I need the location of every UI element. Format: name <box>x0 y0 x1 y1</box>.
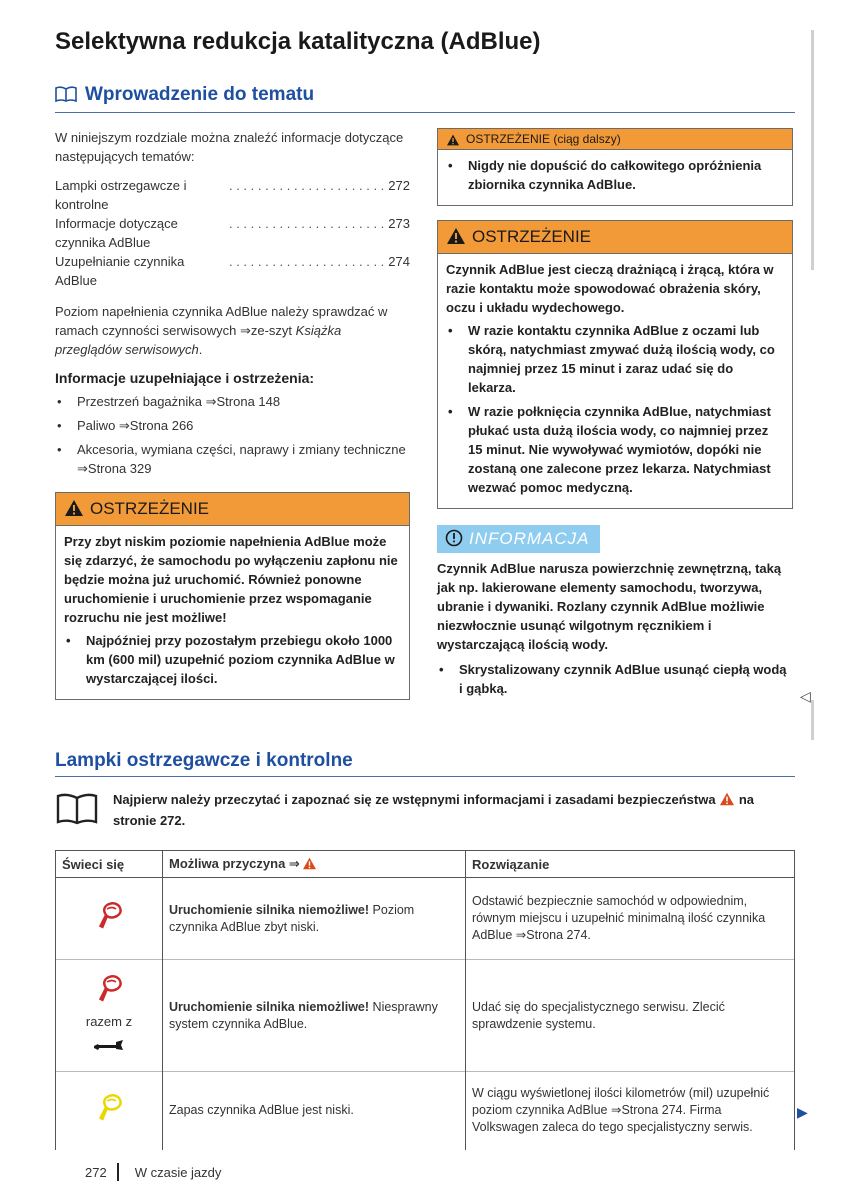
warning-bullet: • W razie połknięcia czynnika AdBlue, natychmiast płukać usta dużą ilościa wody, co najmniej przez 15 minut. Nie wywoływać wymiotów, dopóki nie zostaną one zalecone przez lekarza. Natychmiast wezwać pomoc medyczną. <box>446 402 784 497</box>
footer-section: W czasie jazdy <box>134 1165 222 1180</box>
warning-box-low-level <box>55 492 410 700</box>
intro-lead: W niniejszym rozdziale można znaleźć informacje dotyczące następujących tematów: <box>55 130 404 164</box>
check-end: . <box>198 342 203 357</box>
warning-text: Czynnik AdBlue jest cieczą drażniącą i żrącą, która w razie kontaktu może spowodować obrażenia skóry, oczu i układu wydechowego. <box>446 262 774 315</box>
page-footer <box>85 1163 221 1181</box>
extra-heading: Informacje uzupełniające i ostrzeżenia: <box>55 370 315 386</box>
warning-bullet: • Nigdy nie dopuścić do całkowitego opróżnienia zbiornika czynnika AdBlue. <box>446 156 784 194</box>
col-header-lights: Świeci się <box>56 851 163 878</box>
solution-cell: Odstawić bezpiecznie samochód w odpowiednim, równym miejscu i uzupełnić minimalną ilość czynnika AdBlue ⇒Strona 274. <box>466 878 795 960</box>
warning-title: OSTRZEŻENIE (ciąg dalszy) <box>466 132 621 146</box>
info-text: Czynnik AdBlue narusza powierzchnię zewnętrzną, taką jak np. lakierowane elementy samochodu, tworzywa, ubranie i dywaniki. Rozlany czynnik AdBlue możliwie niezwłocznie usunąć wilgotnym ręcznikiem i wystarczającą ilością wody. <box>437 561 782 652</box>
col-header-cause-text: Możliwa przyczyna ⇒ <box>169 855 300 871</box>
right-column <box>437 128 793 703</box>
warning-box-irritant <box>437 220 793 509</box>
check-paragraph <box>55 302 410 359</box>
info-body <box>437 559 793 698</box>
warning-title: OSTRZEŻENIE <box>472 227 592 246</box>
toc-dots: . . . . . . . . . . . . . . . . . . . . . . <box>228 216 385 231</box>
cause-cell <box>163 960 466 1072</box>
lamp-cell <box>56 960 163 1072</box>
wrench-icon <box>62 1038 156 1057</box>
adblue-red-lamp-icon <box>62 974 156 1009</box>
table-row <box>56 960 795 1072</box>
info-header <box>437 525 600 553</box>
section-heading-lamps: Lampki ostrzegawcze i kontrolne <box>55 750 795 777</box>
toc-item[interactable] <box>55 214 410 252</box>
intro-column <box>55 128 410 700</box>
toc-item[interactable] <box>55 252 410 290</box>
book-note-main: Najpierw należy przeczytać i zapoznać się ze wstępnymi informacjami i zasadami bezpieczeństwa <box>113 792 716 807</box>
cause-bold: Uruchomienie silnika niemożliwe! <box>169 902 370 917</box>
cause-cell <box>163 878 466 960</box>
book-icon <box>55 86 77 108</box>
warning-triangle-icon <box>302 857 317 874</box>
toc-item-label: Lampki ostrzegawcze i kontrolne <box>55 178 187 212</box>
extra-item[interactable]: • Przestrzeń bagażnika ⇒Strona 148 <box>55 392 410 411</box>
warning-body <box>56 526 409 699</box>
solution-cell: Udać się do specjalistycznego serwisu. Zlecić sprawdzenie systemu. <box>466 960 795 1072</box>
toc-item[interactable] <box>55 176 410 214</box>
book-note <box>55 790 795 830</box>
toc-dots: . . . . . . . . . . . . . . . . . . . . . . <box>228 178 385 193</box>
warning-body <box>438 150 792 205</box>
cause-bold: Uruchomienie silnika niemożliwe! <box>169 999 370 1014</box>
lamp-cell <box>56 878 163 960</box>
table-row <box>56 1072 795 1150</box>
warning-box-continued <box>437 128 793 206</box>
check-book-title: Książka przeglądów serwisowych <box>55 323 342 357</box>
adblue-yellow-lamp-icon <box>92 1112 126 1126</box>
extra-item[interactable]: • Akcesoria, wymiana części, naprawy i zmiany techniczne ⇒Strona 329 <box>55 440 410 478</box>
lamp-table <box>55 850 795 1150</box>
info-box <box>437 525 793 698</box>
adblue-red-lamp-icon <box>92 920 126 934</box>
next-page-arrow-icon[interactable]: ▶ <box>797 1104 808 1120</box>
page-number: 272 <box>85 1165 107 1180</box>
toc-dots: . . . . . . . . . . . . . . . . . . . . . . <box>228 254 385 269</box>
cause-cell <box>163 1072 466 1150</box>
warning-header-continued <box>438 129 792 150</box>
toc-item-page: 273 <box>388 216 410 231</box>
footer-divider <box>117 1163 119 1181</box>
section-heading-intro <box>55 84 795 113</box>
toc-item-page: 272 <box>388 178 410 193</box>
warning-header <box>56 493 409 526</box>
warning-triangle-icon <box>446 224 466 256</box>
info-title: INFORMACJA <box>469 529 590 548</box>
warning-bullet: • W razie kontaktu czynnika AdBlue z oczami lub skórą, natychmiast zmywać dużą ilością wody, co najmniej przez 15 minut i zaraz udać się do lekarza. <box>446 321 784 397</box>
toc-item-label: Uzupełnianie czynnika AdBlue <box>55 254 185 288</box>
page-title: Selektywna redukcja katalityczna (AdBlue) <box>55 28 541 55</box>
warning-title: OSTRZEŻENIE <box>90 499 210 518</box>
col-header-solution: Rozwiązanie <box>466 851 795 878</box>
warning-header <box>438 221 792 254</box>
table-header-row <box>56 851 795 878</box>
cause-text: Poziom czynnika AdBlue zbyt niski. <box>169 902 415 934</box>
check-ref-link[interactable]: ⇒ze-szyt <box>239 323 293 338</box>
extra-list <box>55 392 410 478</box>
section-heading-intro-text: Wprowadzenie do tematu <box>85 84 315 105</box>
book-note-text <box>113 790 795 830</box>
margin-marker <box>811 30 814 270</box>
back-arrow-icon[interactable]: ◁ <box>800 688 811 704</box>
toc-item-label: Informacje dotyczące czynnika AdBlue <box>55 216 178 250</box>
info-icon <box>445 528 463 556</box>
together-with-label: razem z <box>85 1014 133 1029</box>
book-note-end: na stronie 272. <box>113 792 754 828</box>
open-book-icon <box>55 792 99 831</box>
cause-text: Zapas czynnika AdBlue jest niski. <box>169 1103 354 1118</box>
col-header-cause <box>163 851 466 878</box>
lamp-cell <box>56 1072 163 1150</box>
warning-triangle-icon <box>719 792 735 811</box>
check-text: Poziom napełnienia czynnika AdBlue należy sprawdzać w ramach czynności serwisowych <box>55 304 388 338</box>
warning-triangle-icon <box>446 132 460 152</box>
toc-item-page: 274 <box>388 254 410 269</box>
extra-item[interactable]: • Paliwo ⇒Strona 266 <box>55 416 410 435</box>
warning-triangle-icon <box>64 496 84 528</box>
warning-bullet: • Najpóźniej przy pozostałym przebiegu około 1000 km (600 mil) uzupełnić poziom czynnika AdBlue w wystarczającej ilości. <box>64 631 401 688</box>
warning-text: Przy zbyt niskim poziomie napełnienia AdBlue może się zdarzyć, że samochodu po wyłączeniu zapłonu nie będzie można już uruchomić. Również ponowne uruchomienie i uruchomienie przez wspomaganie rozruchu nie jest możliwe! <box>64 534 398 625</box>
table-row <box>56 878 795 960</box>
info-bullet: • Skrystalizowany czynnik AdBlue usunąć ciepłą wodą i gąbką. <box>437 660 793 698</box>
toc-list <box>55 176 410 290</box>
warning-body <box>438 254 792 508</box>
cause-text: Niesprawny system czynnika AdBlue. <box>169 999 438 1031</box>
margin-marker <box>811 700 814 740</box>
solution-cell: W ciągu wyświetlonej ilości kilometrów (mil) uzupełnić poziom czynnika AdBlue ⇒Strona 274. Firma Volkswagen zaleca do tego specjalistyczny serwis. <box>466 1072 795 1150</box>
